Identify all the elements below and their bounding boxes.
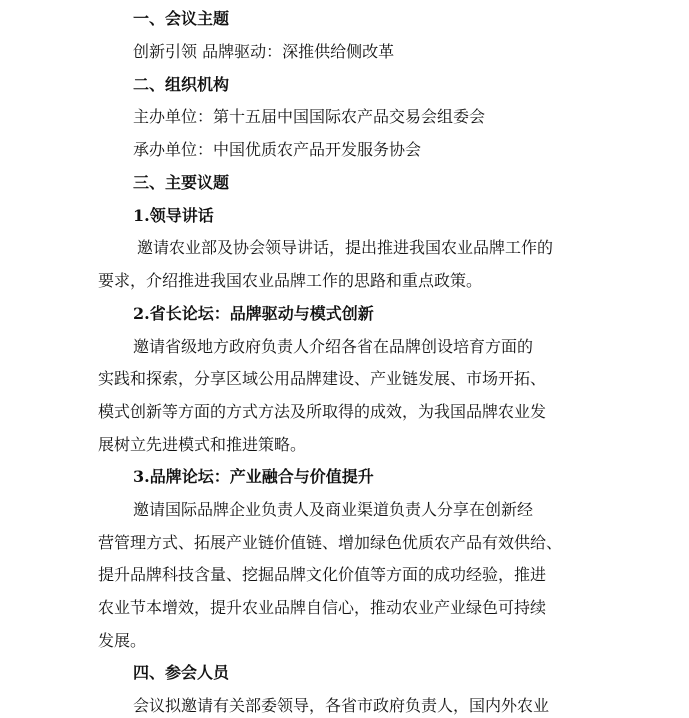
section-1-text: 创新引领 品牌驱动：深推供给侧改革: [133, 42, 395, 61]
item-3-paragraph-line: 提升品牌科技含量、挖掘品牌文化价值等方面的成功经验，推进: [98, 565, 547, 584]
section-1-title: 一、会议主题: [133, 9, 230, 28]
item-3-title: 3.品牌论坛：产业融合与价值提升: [133, 467, 374, 486]
item-3-paragraph-line: 邀请国际品牌企业负责人及商业渠道负责人分享在创新经: [133, 500, 534, 519]
item-2-paragraph-line: 邀请省级地方政府负责人介绍各省在品牌创设培育方面的: [133, 337, 534, 356]
item-3-paragraph-line: 发展。: [98, 631, 147, 650]
item-3-paragraph-line: 农业节本增效，提升农业品牌自信心，推动农业产业绿色可持续: [98, 598, 547, 617]
item-2-title: 2.省长论坛：品牌驱动与模式创新: [133, 304, 374, 323]
item-2-paragraph-line: 实践和探索，分享区域公用品牌建设、产业链发展、市场开拓、: [98, 369, 547, 388]
item-2-paragraph-line: 模式创新等方面的方式方法及所取得的成效，为我国品牌农业发: [98, 402, 547, 421]
section-4-paragraph-line: 会议拟邀请有关部委领导，各省市政府负责人，国内外农业: [133, 696, 550, 715]
item-2-paragraph-line: 展树立先进模式和推进策略。: [98, 435, 307, 454]
item-1-paragraph-line: 要求，介绍推进我国农业品牌工作的思路和重点政策。: [98, 271, 483, 290]
item-1-title: 1.领导讲话: [133, 206, 214, 225]
section-3-title: 三、主要议题: [133, 173, 230, 192]
section-4-title: 四、参会人员: [133, 663, 230, 682]
item-1-paragraph-line: 邀请农业部及协会领导讲话，提出推进我国农业品牌工作的: [137, 238, 554, 257]
item-3-paragraph-line: 营管理方式、拓展产业链价值链、增加绿色优质农产品有效供给、: [98, 533, 563, 552]
section-2-title: 二、组织机构: [133, 75, 230, 94]
section-2-organizer: 承办单位：中国优质农产品开发服务协会: [133, 140, 422, 159]
section-2-host: 主办单位：第十五届中国国际农产品交易会组委会: [133, 107, 486, 126]
